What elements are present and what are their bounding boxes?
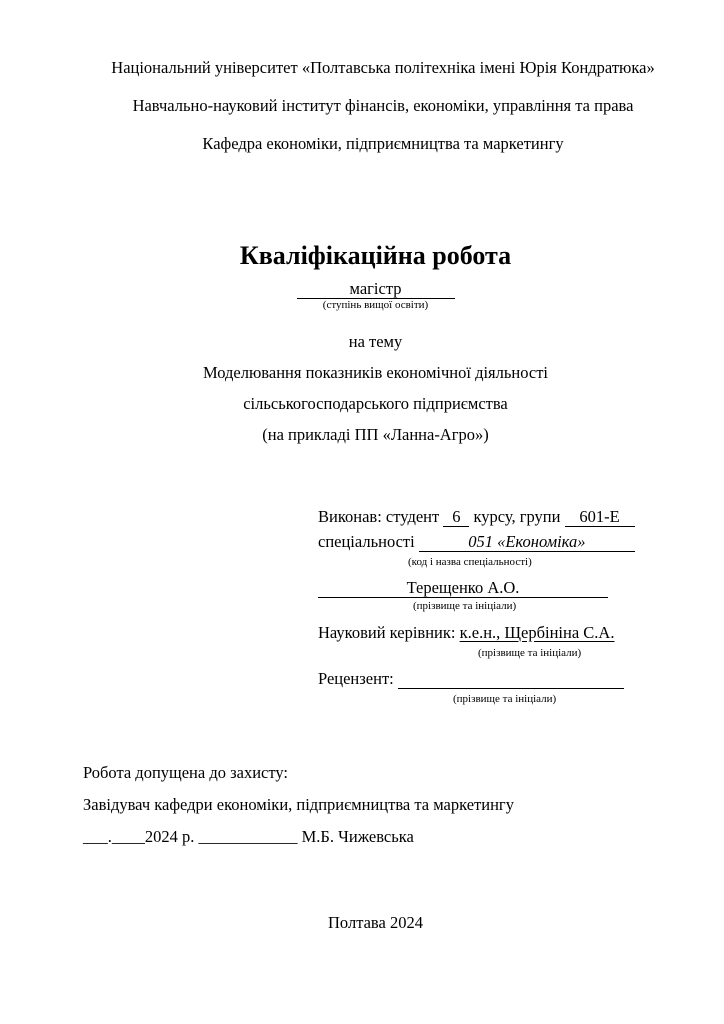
course-value: 6 xyxy=(443,507,469,527)
admission-date-line: ___.____2024 р. ____________ М.Б. Чижевська xyxy=(83,827,414,846)
course-group-label: курсу, групи xyxy=(473,507,561,526)
supervisor-line xyxy=(318,622,648,643)
document-header xyxy=(83,58,683,172)
student-name-caption: (прізвище та ініціали) xyxy=(413,600,517,612)
degree-value: магістр xyxy=(297,279,455,299)
reviewer-line xyxy=(318,668,648,689)
department-name: Кафедра економіки, підприємництва та маркетингу xyxy=(202,134,564,153)
student-name-line xyxy=(318,577,648,598)
theme-block xyxy=(83,332,668,456)
supervisor-label: Науковий керівник: xyxy=(318,623,456,642)
speciality-caption: (код і назва спеціальності) xyxy=(408,556,532,568)
performed-by-line xyxy=(318,506,648,527)
supervisor-caption: (прізвище та ініціали) xyxy=(478,647,582,659)
supervisor-value: к.е.н., Щербініна С.А. xyxy=(459,623,615,642)
theme-line-3: (на прикладі ПП «Ланна-Агро») xyxy=(262,425,489,444)
reviewer-blank xyxy=(398,669,624,689)
university-name: Національний університет «Полтавська політехніка імені Юрія Кондратюка» xyxy=(111,58,655,77)
student-name: Терещенко А.О. xyxy=(318,578,608,598)
work-title: Кваліфікаційна робота xyxy=(239,241,512,270)
admission-line-2: Завідувач кафедри економіки, підприємництва та маркетингу xyxy=(83,795,514,814)
title-block xyxy=(83,241,668,312)
performed-by-label: Виконав: студент xyxy=(318,507,440,526)
reviewer-caption: (прізвище та ініціали) xyxy=(453,693,557,705)
degree-caption: (ступінь вищої освіти) xyxy=(322,299,429,311)
admission-line-1: Робота допущена до захисту: xyxy=(83,763,288,782)
speciality-label: спеціальності xyxy=(318,532,415,551)
speciality-value: 051 «Економіка» xyxy=(419,532,635,552)
speciality-line xyxy=(318,531,648,552)
group-value: 601-Е xyxy=(565,507,635,527)
institute-name: Навчально-науковий інститут фінансів, економіки, управління та права xyxy=(132,96,634,115)
executor-block xyxy=(318,506,648,711)
city-year: Полтава 2024 xyxy=(328,913,423,932)
reviewer-label: Рецензент: xyxy=(318,669,394,688)
degree-line xyxy=(83,279,668,299)
theme-line-2: сільськогосподарського підприємства xyxy=(243,394,508,413)
theme-line-1: Моделювання показників економічної діяльності xyxy=(202,363,549,382)
theme-intro: на тему xyxy=(348,332,403,351)
admission-block xyxy=(83,763,668,859)
